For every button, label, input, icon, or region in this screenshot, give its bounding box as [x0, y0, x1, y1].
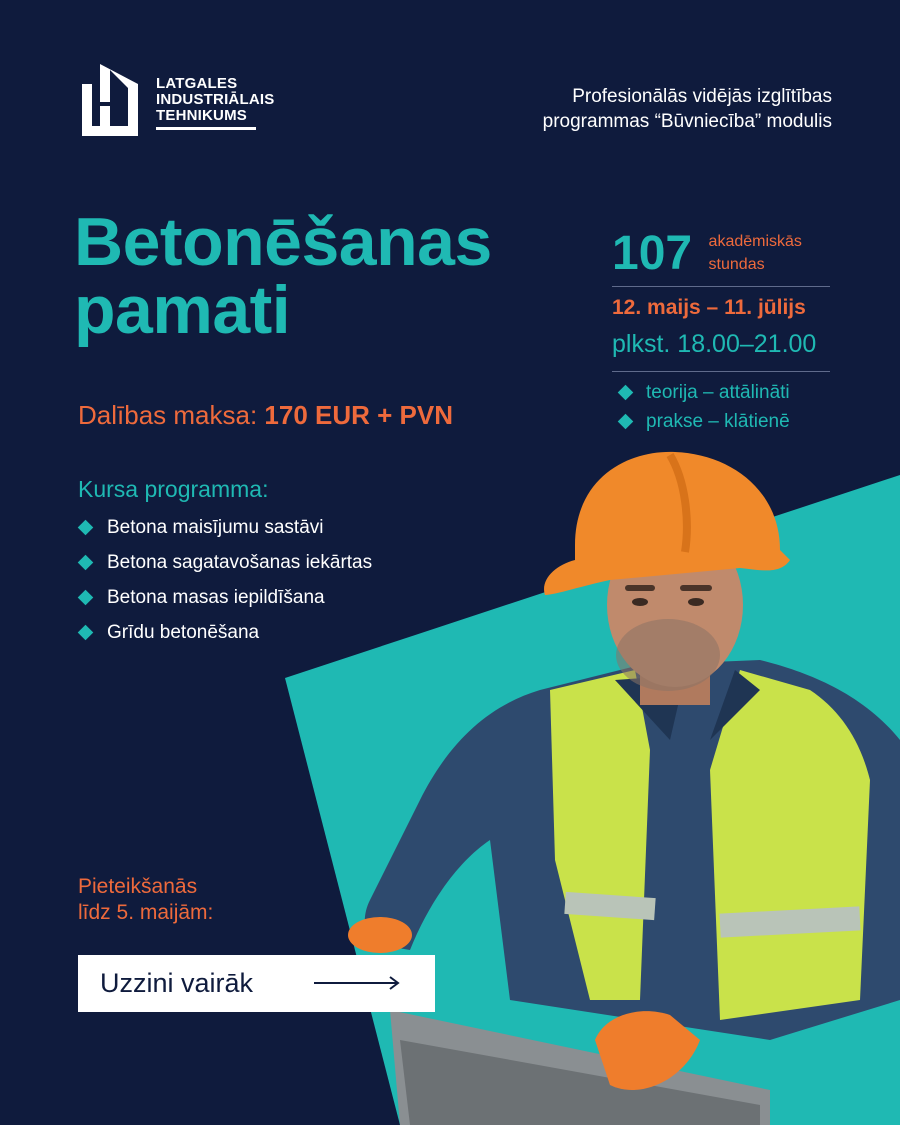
construction-worker-photo: [340, 440, 900, 1125]
mode-label: teorija – attālināti: [646, 382, 790, 403]
hours-number: 107: [612, 227, 693, 280]
course-title-line-2: pamati: [74, 272, 291, 348]
logo-line-3: TEHNIKUMS: [156, 107, 247, 124]
logo-line-1: LATGALES: [156, 75, 238, 92]
fee-value: 170 EUR + PVN: [264, 400, 454, 430]
diamond-bullet-icon: [78, 555, 94, 571]
study-modes: [620, 378, 790, 436]
course-title: [74, 204, 492, 348]
mode-label: prakse – klātienē: [646, 411, 790, 432]
list-item: [80, 615, 372, 650]
learn-more-label: Uzzini vairāk: [100, 968, 254, 998]
logo-wordmark: [156, 76, 274, 130]
list-item: [80, 580, 372, 615]
participation-fee: [78, 400, 453, 431]
logo-line-2: INDUSTRIĀLAIS: [156, 91, 275, 108]
deadline-line-2: līdz 5. maijām:: [78, 901, 214, 924]
divider: [612, 371, 830, 372]
arrow-right-icon: [314, 975, 400, 991]
subtitle-line-2: programmas “Būvniecība” modulis: [542, 111, 832, 132]
course-time: plkst. 18.00–21.00: [612, 330, 817, 358]
logo: [80, 62, 274, 138]
diamond-bullet-icon: [78, 520, 94, 536]
diamond-bullet-icon: [78, 590, 94, 606]
program-item-label: Grīdu betonēšana: [107, 622, 260, 643]
hours-label-line-2: stundas: [708, 256, 765, 273]
course-dates: 12. maijs – 11. jūlijs: [612, 296, 806, 319]
divider: [612, 286, 830, 287]
program-list: [80, 510, 372, 650]
diamond-bullet-icon: [618, 414, 634, 430]
program-subtitle: [543, 84, 832, 134]
diamond-bullet-icon: [78, 625, 94, 641]
academic-hours: [612, 226, 832, 282]
mode-item-practice: [620, 407, 790, 436]
list-item: [80, 510, 372, 545]
program-heading: Kursa programma:: [78, 476, 269, 502]
logo-underline: [156, 127, 256, 130]
diamond-bullet-icon: [618, 385, 634, 401]
registration-deadline: [78, 874, 213, 926]
logo-house-icon: [80, 62, 140, 138]
course-title-line-1: Betonēšanas: [74, 204, 492, 280]
deadline-line-1: Pieteikšanās: [78, 875, 198, 898]
fee-label: Dalības maksa:: [78, 400, 258, 430]
subtitle-line-1: Profesionālās vidējās izglītības: [572, 86, 832, 107]
hours-label-line-1: akadēmiskās: [708, 233, 802, 250]
learn-more-button[interactable]: [78, 955, 435, 1012]
mode-item-theory: [620, 378, 790, 407]
hours-label: [709, 230, 802, 276]
program-item-label: Betona masas iepildīšana: [107, 587, 325, 608]
program-item-label: Betona maisījumu sastāvi: [107, 517, 324, 538]
list-item: [80, 545, 372, 580]
program-item-label: Betona sagatavošanas iekārtas: [107, 552, 373, 573]
